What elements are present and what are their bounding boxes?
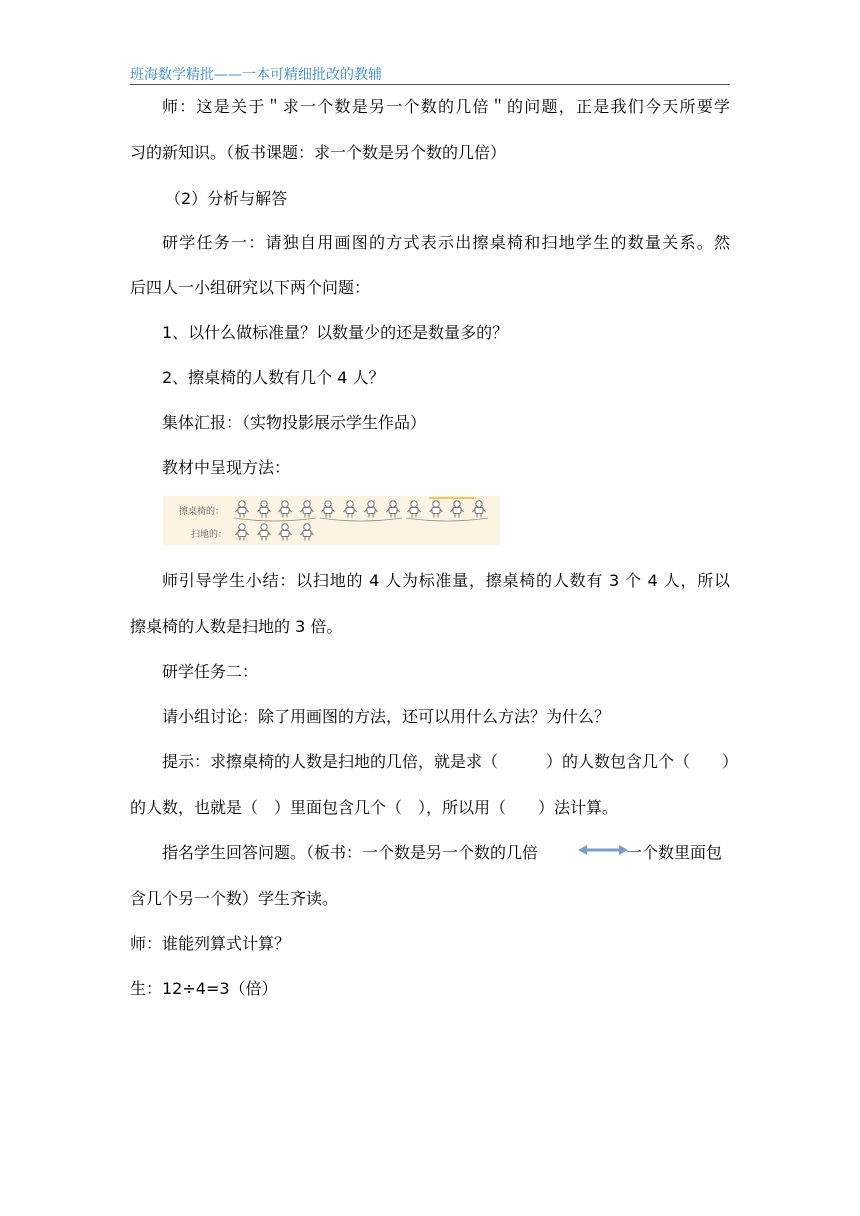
hint-line: 提示：求擦桌椅的人数是扫地的几倍，就是求（ ）的人数包含几个（ ） — [162, 752, 739, 771]
paragraph-line: 后四人一小组研究以下两个问题： — [130, 278, 371, 297]
double-arrow-icon — [578, 843, 628, 857]
paragraph-line: 含几个另一个数）学生齐读。 — [130, 889, 339, 908]
paragraph-line: 研学任务一：请独自用画图的方式表示出擦桌椅和扫地学生的数量关系。然 — [162, 233, 730, 252]
question-2: 2、擦桌椅的人数有几个 4 人？ — [162, 368, 385, 387]
person-figure — [300, 523, 314, 545]
question-1: 1、以什么做标准量？以数量少的还是数量多的？ — [162, 323, 509, 342]
paragraph-line: 师引导学生小结：以扫地的 4 人为标准量，擦桌椅的人数有 3 个 4 人，所以 — [162, 571, 730, 590]
highlight-mark — [429, 497, 476, 499]
header-title: 班海数学精批——一本可精细批改的教辅 — [130, 67, 382, 83]
hint-line: 的人数，也就是（ ）里面包含几个（ ），所以用（ ）法计算。 — [130, 798, 619, 817]
group-brace — [319, 517, 403, 523]
page-header — [130, 60, 730, 85]
paragraph-line: 一个数里面包 — [626, 843, 723, 862]
paragraph-line: 研学任务二： — [162, 662, 259, 681]
paragraph-line: 指名学生回答问题。（板书：一个数是另一个数的几倍 — [162, 843, 539, 862]
figure-row1-label: 擦桌椅的： — [179, 507, 225, 517]
answer-line: 生：12÷4=3（倍） — [130, 979, 278, 998]
textbook-figure — [163, 496, 500, 545]
paragraph-line: 师：这是关于＂求一个数是另一个数的几倍＂的问题，正是我们今天所要学 — [162, 97, 730, 116]
person-figure — [257, 523, 271, 545]
paragraph-line: 教材中呈现方法： — [162, 458, 291, 477]
paragraph-line: 请小组讨论：除了用画图的方法，还可以用什么方法？为什么？ — [162, 707, 611, 726]
paragraph-line: 擦桌椅的人数是扫地的 3 倍。 — [130, 617, 343, 636]
paragraph-line: 习的新知识。（板书课题：求一个数是另个数的几倍） — [130, 143, 507, 162]
person-figure — [278, 523, 292, 545]
person-figure — [235, 523, 249, 545]
section-heading: （2）分析与解答 — [165, 189, 288, 208]
figure-row2-label: 扫地的： — [191, 530, 228, 540]
paragraph-line: 师：谁能列算式计算？ — [130, 934, 291, 953]
paragraph-line: 集体汇报：（实物投影展示学生作品） — [162, 413, 427, 432]
group-brace — [405, 517, 489, 523]
